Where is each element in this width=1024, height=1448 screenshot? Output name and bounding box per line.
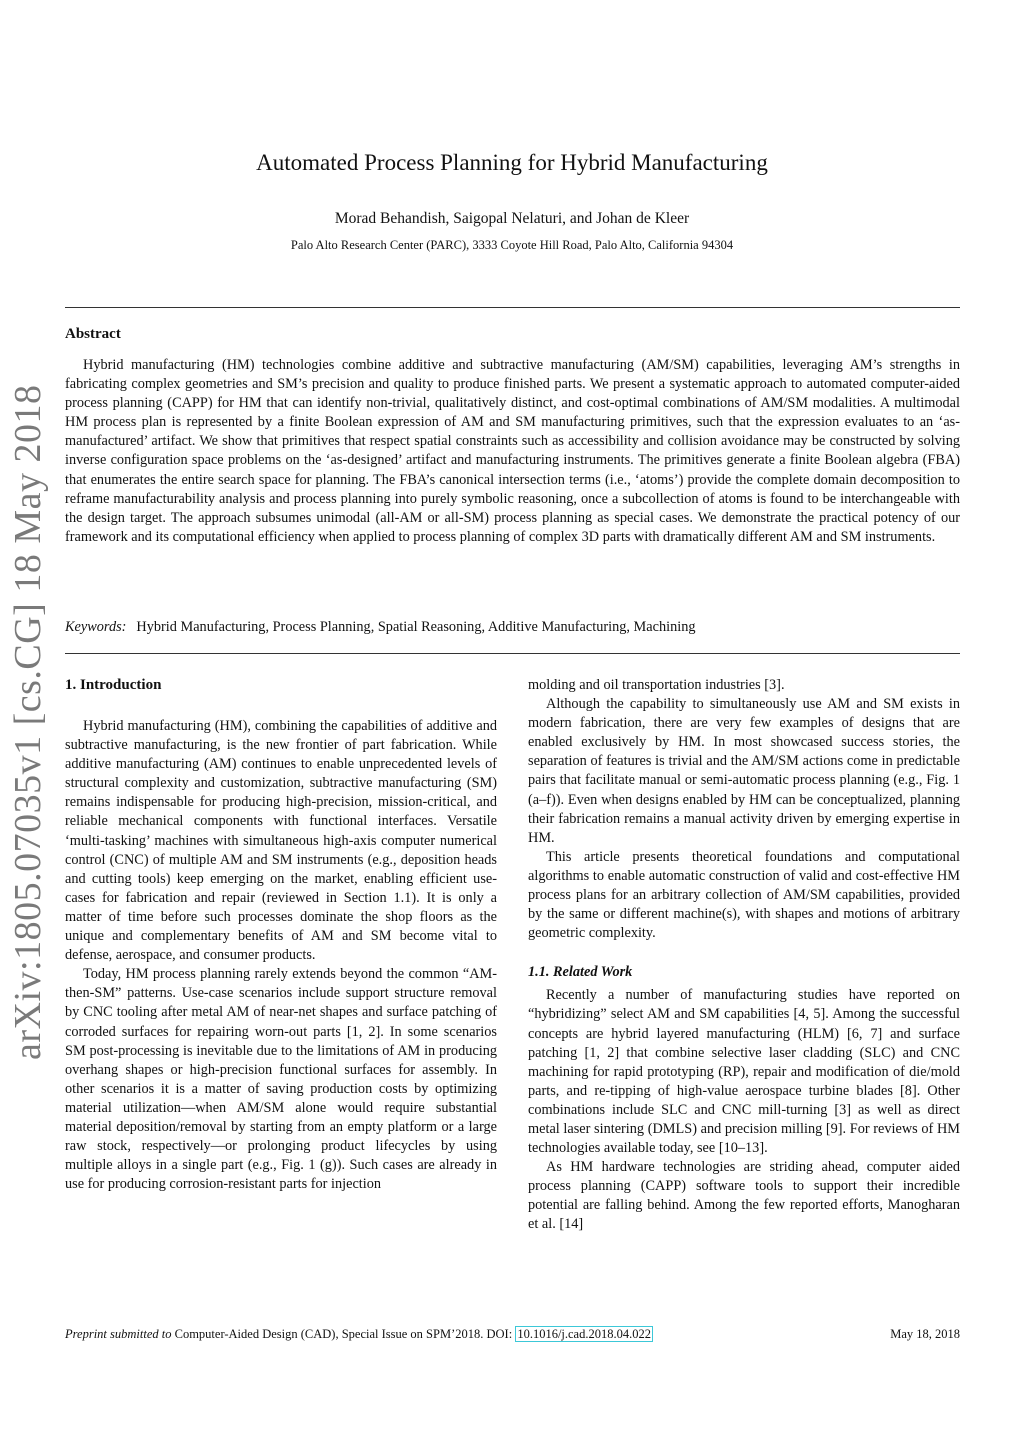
abstract-heading: Abstract: [65, 326, 121, 342]
intro-paragraph-3: Although the capability to simultaneously use AM and SM exists in modern fabrication, there are very few examples of designs that are enabled exclusively by HM. In most showcased success stories, the separation of features is trivial and the AM/SM actions come in predictable pairs that facilitate manual or semi-automatic process planning (e.g., Fig. 1 (a–f)). Even when designs enabled by HM can be conceptualized, planning their fabrication remains a manual activity driven by emerging expertise in HM.: [528, 696, 960, 846]
intro-paragraph-2: Today, HM process planning rarely extends beyond the common “AM-then-SM” patterns. Use-case scenarios include support structure removal by CNC tooling after metal AM of near-net shapes and surface patching of corroded surfaces for repairing worn-out parts [1, 2]. In some scenarios SM post-processing is inevitable due to the limitations of AM in producing overhang shapes or high-precision functional surfaces for assembly. In other scenarios it is a matter of saving production costs by optimizing material utilization—when AM/SM alone would require substantial material deposition/removal by starting from an empty platform or a large raw stock, respectively—or prolonging product lifecycles by using multiple alloys in a single part (e.g., Fig. 1 (g)). Such cases are already in use for producing corrosion-resistant parts for injection: [65, 966, 497, 1193]
keywords-label: Keywords:: [65, 619, 127, 635]
arxiv-identifier-stamp: arXiv:1805.07035v1 [cs.CG] 18 May 2018: [7, 384, 49, 1060]
abstract-text: Hybrid manufacturing (HM) technologies combine additive and subtractive manufacturing (AM/SM) capabilities, leveraging AM’s strengths in fabricating complex geometries and SM’s precision and quality to produce finished parts. We present a systematic approach to automated computer-aided process planning (CAPP) for HM that can identify non-trivial, qualitatively distinct, and cost-optimal combinations of AM/SM modalities. A multimodal HM process plan is represented by a finite Boolean expression of AM and SM manufacturing primitives, such that the expression evaluates to an ‘as-manufactured’ artifact. We show that primitives that respect spatial constraints such as accessibility and collision avoidance may be constructed by solving inverse configuration space problems on the ‘as-designed’ artifact and manufacturing instruments. The primitives generate a finite Boolean algebra (FBA) that enumerates the entire search space for planning. The FBA’s canonical intersection terms (i.e., ‘atoms’) provide the complete domain decomposition to reframe manufacturability analysis and process planning into purely symbolic reasoning, once a subcollection of atoms is found to be interchangeable with the design target. The approach subsumes unimodal (all-AM or all-SM) process planning as special cases. We demonstrate the practical potency of our framework and its computational efficiency when applied to process planning of complex 3D parts with dramatically different AM and SM instruments.: [65, 357, 960, 545]
keywords-line: [65, 619, 960, 636]
intro-paragraph-4: This article presents theoretical foundations and computational algorithms to enable automatic construction of valid and cost-effective HM process plans for an arbitrary collection of AM/SM capabilities, provided by the same or different machine(s), with shapes and motions of arbitrary geometric complexity.: [528, 848, 960, 942]
keywords-text: Hybrid Manufacturing, Process Planning, Spatial Reasoning, Additive Manufacturing, Machining: [136, 619, 696, 635]
right-column: [528, 676, 960, 1235]
related-work-paragraph-1: Recently a number of manufacturing studies have reported on “hybridizing” select AM and SM capabilities [4, 5]. Among the successful concepts are hybrid layered manufacturing (HLM) [6, 7] and surface patching [1, 2] that combine selective laser cladding (SLC) and CNC machining for rapid prototyping (RP), repair and modification of die/mold parts, and re-tipping of high-value aerospace turbine blades [8]. Other combinations include SLC and CNC mill-turning [3] as well as direct metal laser sintering (DMLS) and precision milling [9]. For reviews of HM technologies available today, see [10–13].: [528, 987, 960, 1157]
author-list: Morad Behandish, Saigopal Nelaturi, and Johan de Kleer: [334, 210, 690, 227]
bottom-divider: [65, 653, 960, 654]
intro-paragraph-2-continued: molding and oil transportation industries [3].: [528, 677, 785, 693]
paper-title: Automated Process Planning for Hybrid Manufacturing: [256, 150, 768, 175]
introduction-heading: 1. Introduction: [65, 677, 162, 693]
left-column: [65, 676, 497, 1194]
venue-text: Computer-Aided Design (CAD), Special Issue on SPM’2018.: [174, 1327, 484, 1341]
preprint-label: Preprint submitted to: [65, 1327, 172, 1341]
intro-paragraph-1: Hybrid manufacturing (HM), combining the capabilities of additive and subtractive manufacturing, is the new frontier of part fabrication. While additive manufacturing (AM) continues to enable unprecedented levels of structural complexity and customization, subtractive manufacturing (SM) remains indispensable for producing high-precision, mission-critical, and reliable mechanical components with functional interfaces. Versatile ‘multi-tasking’ machines with simultaneous high-axis computer numerical control (CNC) of multiple AM and SM instruments (e.g., deposition heads and cutting tools) keep emerging on the market, enabling efficient use-cases for fabrication and repair (reviewed in Section 1.1). It is only a matter of time before such processes dominate the shop floors as the unique and complementary benefits of AM and SM become vital to defense, aerospace, and consumer products.: [65, 718, 497, 964]
related-work-heading: 1.1. Related Work: [528, 964, 633, 981]
top-divider: [65, 307, 960, 308]
doi-label: DOI:: [486, 1327, 513, 1341]
related-work-paragraph-2: As HM hardware technologies are striding ahead, computer aided process planning (CAPP) software tools to support their incredible potential are falling behind. Among the few reported efforts, Manogharan et al. [14]: [528, 1159, 960, 1233]
doi-link[interactable]: 10.1016/j.cad.2018.04.022: [517, 1327, 651, 1341]
submission-date: May 18, 2018: [890, 1327, 960, 1341]
author-affiliation: Palo Alto Research Center (PARC), 3333 Coyote Hill Road, Palo Alto, California 94304: [290, 238, 734, 252]
page-footer: [65, 1327, 960, 1342]
